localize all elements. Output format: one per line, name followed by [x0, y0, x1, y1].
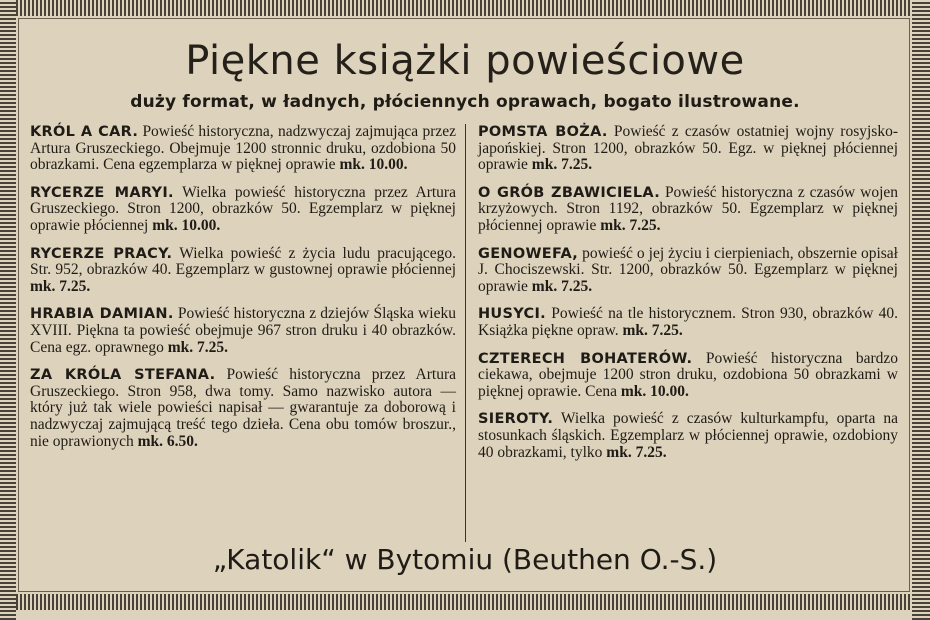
book-price: mk. 7.25.: [30, 277, 91, 295]
book-entry: [478, 306, 898, 339]
book-description: Powieść na tle historycznem. Stron 930, obrazków 40. Książka piękne opraw.: [478, 305, 899, 339]
book-entry: [30, 185, 456, 235]
book-title: ZA KRÓLA STEFANA.: [30, 367, 216, 384]
book-description: Powieść historyczna przez Artura Gruszeckiego. Stron 958, dwa tomy. Samo nazwisko autora — który już tak wiele powieści napisał — gwarantuje za doborową i nadzwyczaj zajmującą treść tego dzieła. Cena obu tomów broszur., nie oprawionych: [30, 366, 456, 450]
column-divider: [465, 124, 466, 542]
bottom-border: [0, 594, 930, 610]
book-price: mk. 7.25.: [167, 338, 229, 356]
book-price: mk. 6.50.: [137, 432, 198, 450]
book-description: Powieść historyczna z czasów wojen krzyżowych. Stron 1192, obrazków 50. Egzemplarz w pięknej płóciennej oprawie: [478, 183, 899, 234]
top-border: [0, 0, 930, 16]
book-description: Powieść historyczna, nadzwyczaj zajmująca przez Artura Gruszeckiego. Obejmuje 1200 stronnic druku, ozdobiona 50 obrazkami. Cena egzemplarza w pięknej oprawie: [30, 123, 456, 174]
book-price: mk. 7.25.: [606, 443, 667, 461]
book-title: O GRÓB ZBAWICIELA.: [478, 184, 661, 201]
book-entry: [478, 411, 898, 461]
book-description: Wielka powieść historyczna przez Artura Gruszeckiego. Stron 1200, obrazków 50. Egzemplarz w pięknej oprawie płóciennej: [30, 183, 456, 234]
ad-title: Piękne książki powieściowe: [185, 38, 745, 84]
ad-subtitle: duży format, w ładnych, płóciennych oprawach, bogato ilustrowane.: [130, 92, 800, 112]
book-price: mk. 7.25.: [531, 277, 593, 295]
book-title: RYCERZE PRACY.: [30, 245, 173, 262]
left-border: [0, 0, 16, 620]
book-entry: [30, 367, 456, 450]
book-title: GENOWEFA,: [478, 245, 579, 262]
right-column: [478, 124, 898, 472]
book-description: Wielka powieść z czasów kulturkampfu, oparta na stosunkach śląskich. Egzemplarz w płóciennej oprawie, ozdobiony 40 obrazkami, tylko: [478, 410, 898, 461]
book-price: mk. 10.00.: [152, 216, 221, 234]
book-price: mk. 7.25.: [600, 216, 661, 234]
book-entry: [478, 246, 898, 296]
book-entry: [30, 246, 456, 296]
book-price: mk. 10.00.: [620, 382, 689, 400]
book-title: KRÓL A CAR.: [30, 124, 139, 140]
book-description: Powieść z czasów ostatniej wojny rosyjsko-japońskiej. Stron 1200, obrazków 50. Egz. w pięknej płóciennej oprawie: [478, 123, 899, 174]
right-border: [912, 0, 930, 620]
left-column: [30, 124, 456, 461]
book-description: Powieść historyczna bardzo ciekawa, obejmuje 1200 stron druku, ozdobiona 50 obrazkami w pięknej oprawie. Cena: [478, 349, 899, 400]
publisher-footer: „Katolik“ w Bytomiu (Beuthen O.-S.): [212, 543, 718, 576]
book-entry: [478, 185, 898, 235]
book-description: Powieść historyczna z dziejów Śląska wieku XVIII. Piękna ta powieść obejmuje 967 stron druku i 40 obrazków. Cena egz. oprawnego: [30, 305, 456, 356]
book-entry: [478, 124, 898, 174]
book-entry: [30, 306, 456, 356]
book-price: mk. 10.00.: [339, 156, 408, 174]
book-title: RYCERZE MARYI.: [30, 184, 174, 201]
book-description: Wielka powieść z życia ludu pracującego. Str. 952, obrazków 40. Egzemplarz w gustownej oprawie płóciennej: [30, 244, 457, 279]
book-entry: [478, 351, 898, 401]
book-title: CZTERECH BOHATERÓW.: [478, 350, 693, 367]
book-title: HUSYCI.: [478, 306, 546, 323]
book-entry: [30, 124, 456, 174]
book-title: SIEROTY.: [478, 411, 554, 428]
book-price: mk. 7.25.: [531, 156, 593, 174]
book-title: HRABIA DAMIAN.: [30, 306, 174, 323]
book-price: mk. 7.25.: [622, 321, 683, 339]
book-description: powieść o jej życiu i cierpieniach, obszernie opisał J. Chociszewski. Str. 1200, obrazków 50. Egzemplarz w pięknej oprawie: [478, 244, 898, 295]
book-title: POMSTA BOŻA.: [478, 124, 608, 140]
